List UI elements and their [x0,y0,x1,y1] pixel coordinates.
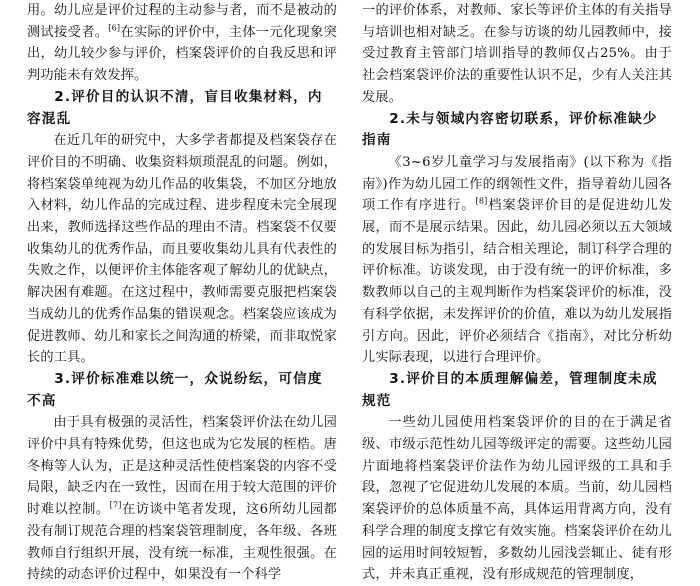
paragraph [362,152,672,369]
paragraph [27,0,337,87]
text-run: 由于具有极强的灵活性，档案袋评价法在幼儿园评价中具有特殊优势，但这也成为它发展的桎梏。唐冬梅等人认为，正是这种灵活性使档案袋的内容不受局限，缺乏内在一致性，因而在用于较大范围的评价时难以控制。 [27,415,337,518]
paragraph: 一些幼儿园使用档案袋评价的目的在于满足省级、市级示范性幼儿园等级评定的需要。这些幼儿园片面地将档案袋评价法作为幼儿园评级的工具和手段，忽视了它促进幼儿发展的本质。当前，幼儿园档案袋评价的总体质量不高，具体运用背离方向，没有科学合理的制度支撑它有效实施。档案袋评价在幼儿园的运用时间较短暂，多数幼儿园浅尝辄止、徒有形式，并未真正重视，没有形成规范的管理制度， [362,415,672,583]
text-run: 档案袋评价目的是促进幼儿发展，而不是展示结果。因此，幼儿园必须以五大领域的发展目标为指引，结合相关理论，制订科学合理的评价标准。访谈发现，由于没有统一的评价标准，多数教师以自己的主观判断作为档案袋评价的标准，没有科学依据，未发挥评价的价值，难以为幼儿发展指引方向。因此，评价必须结合《指南》，对比分析幼儿实际表现，以进行合理评价。 [362,198,672,366]
text-run: 在实际的评价中，主体一元化现象突出，幼儿较少参与评价，档案袋评价的自我反思和评判功能未有效发挥。 [27,24,338,84]
section-heading: 2.评价目的认识不清，盲目收集材料，内容混乱 [27,88,323,127]
left-column [27,0,338,583]
section-heading: 3.评价目的本质理解偏差，管理制度未成规范 [362,370,658,409]
paragraph: 一的评价体系，对教师、家长等评价主体的有关指导与培训也相对缺乏。在参与访谈的幼儿园教师中，接受过教育主管部门培训指导的教师仅占25%。由于社会档案袋评价法的重要性认识不足，少有人关注其发展。 [362,3,672,105]
text-run: 《3~6岁儿童学习与发展指南》(以下称为《指南》)作为幼儿园工作的纲领性文件，指导着幼儿园各项工作有序进行。 [362,154,672,214]
section-heading: 3.评价标准难以统一，众说纷纭，可信度不高 [27,370,323,409]
citation-marker: [8] [475,196,488,206]
text-run: 在访谈中笔者发现，这6所幼儿园都没有制订规范合理的档案袋管理制度，各年级、各班教师自行组织开展，没有统一标准，主观性很强。在持续的动态评价过程中，如果没有一个科学 [27,502,338,583]
citation-marker: [7] [109,500,122,510]
section-heading: 2.未与领域内容密切联系，评价标准缺少指南 [362,110,658,149]
text-run: 用。幼儿应是评价过程的主动参与者，而不是被动的测试接受者。 [27,3,337,40]
paragraph: 在近几年的研究中，大多学者都提及档案袋存在评价目的不明确、收集资料烦琐混乱的问题。例如，将档案袋单纯视为幼儿作品的收集袋，不加区分地放入材料，幼儿作品的完成过程、进步程度未完全展现出来，教师选择这些作品的理由不清。档案袋不仅要收集幼儿的优秀作品，而且要收集幼儿具有代表性的失败之作，以便评价主体能客观了解幼儿的优缺点，解决困有难题。在这过程中，教师需要克服把档案袋当成幼儿的优秀作品集的错误观念。档案袋应该成为促进教师、幼儿和家长之间沟通的桥梁，而非取悦家长的工具。 [27,133,337,366]
right-column [362,0,672,583]
paragraph [27,412,337,586]
citation-marker: [6] [108,23,121,33]
